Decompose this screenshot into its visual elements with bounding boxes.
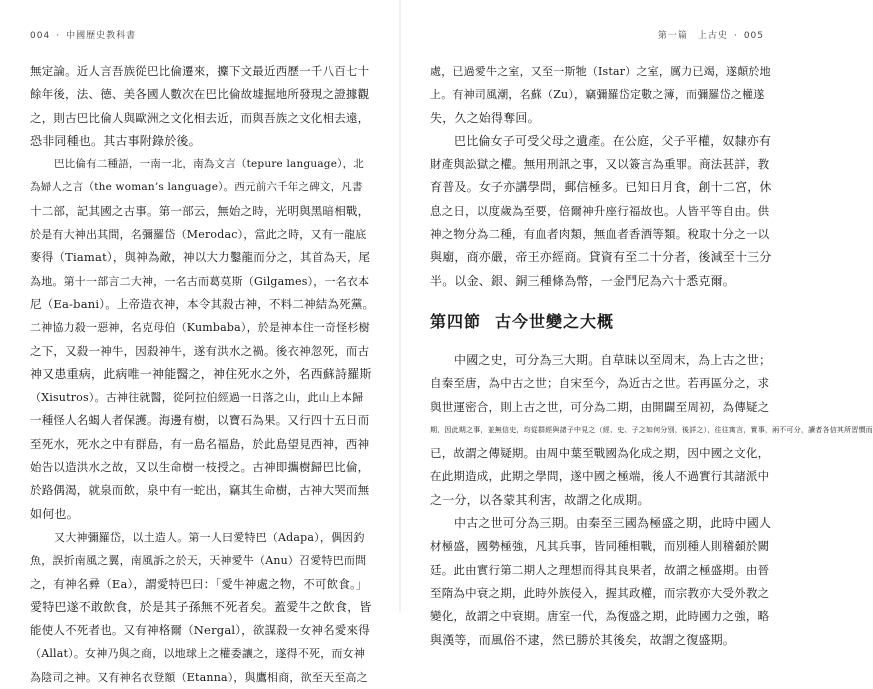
text-line: 神又患重病，此病唯一神能醫之，神住死水之外，名西蘇詩羅斯 <box>30 366 372 381</box>
text-line: 一種怪人名蝎人者保護。海邊有樹，以寶石為果。又行四十五日而 <box>30 413 370 428</box>
right-page-body <box>430 60 873 652</box>
text-line: 處，已過愛牛之室，又至一斯牠（Istar）之室，厲力已竭，遂顛於地 <box>430 65 771 78</box>
text-line: 為陰司之神。又有神名衣登額（Etanna），與鷹相商，欲至天至高之 <box>30 670 368 684</box>
text-line: 在此期造成，此期之學問，遂中國之極端，後人不過實行其諸派中 <box>430 469 770 484</box>
text-line: 之一分，以各蒙其利害，故謂之化成期。 <box>430 492 650 507</box>
header-dot: · <box>733 31 738 41</box>
header-dot: · <box>56 31 61 41</box>
text-line: 與廟，商亦嚴，帝王亦經商。貸資有至二十分者，後減至十三分 <box>430 250 772 265</box>
text-line: 半。以金、銀、銅三種條為幣，一金鬥尼為六十悉克爾。 <box>430 273 736 288</box>
right-page <box>400 0 873 647</box>
text-line: 巴比倫女子可受父母之遺產。在公庭，父子平權，奴隸亦有 <box>454 133 772 148</box>
text-line: 麥得（Tiamat），與神為敵，神以大力鑿龍而分之，其首為天，尾 <box>30 250 371 265</box>
text-line: 育普及。女子亦講學問，郵信極多。已知日月食，創十二宮，休 <box>430 180 772 195</box>
text-line: 財產與訟獄之權。無用刑訊之事，又以簽言為重罪。商法甚詳，教 <box>430 157 770 172</box>
text-line: 息之日，以度歲為至要，倍爾神升座行福故也。人皆平等自由。供 <box>430 203 770 218</box>
text-line: 為婦人之言（the woman’s language）。西元前六千年之碑文，凡書 <box>30 181 363 194</box>
chapter-title: 第一篇 上古史 <box>657 31 728 41</box>
right-text-before-section <box>430 60 775 293</box>
text-line: 之，有神名彛（Ea），謂愛特巴曰：「愛牛神處之物，不可飲食。」 <box>30 576 368 591</box>
left-page-body <box>30 60 375 689</box>
text-line: 中古之世可分為三期。由秦至三國為極盛之期，此時中國人 <box>454 516 772 531</box>
text-line: 上。有神司風潮，名蘇（Zu），竊彌羅岱定數之簿，而彌羅岱之權遂 <box>430 88 765 102</box>
book-title: 中國歷史教科書 <box>66 31 137 41</box>
text-line: 變化，故謂之中衰期。唐室一代，為復盛之期，此時國力之強，略 <box>430 609 770 624</box>
text-line: 始告以造洪水之故，又以生命樹一枝授之。古神即攜樹歸巴比倫， <box>30 460 370 475</box>
text-line: 與漢等，而風俗不逮，然已勝於其後矣，故謂之復盛期。 <box>430 632 736 647</box>
section-title: 古今世變之大概 <box>495 311 615 331</box>
right-text-after-section <box>430 349 873 652</box>
text-line: 廷。此由實行第二期人之理想而得其良果者，故謂之極盛期。由晉 <box>430 562 770 577</box>
text-line: 能使人不死者也。又有神格爾（Nergal），欲謀殺一女神名愛來得 <box>30 623 370 638</box>
text-line: 自秦至唐，為中古之世；自宋至今，為近古之世。若再區分之，求 <box>430 376 770 391</box>
text-line: 尼（Ea-bani）。上帝造衣神，本令其殺古神，不料二神結為死黨。 <box>30 296 375 311</box>
text-line: 無定論。近人言吾族從巴比倫遷來，攈下文最近西歷一千八百七十 <box>30 64 370 78</box>
text-line: 材極盛，國勢極強，凡其兵事，皆同種相戰，而別種人則稽顙於闕 <box>430 539 770 554</box>
text-line: 期，因此期之事，並無信史，均從群經與諸子中見之（經、史、子之如何分別，後詳之），往往寓言，實事，兩不可分，讀者各信其所習慣而 <box>430 425 873 434</box>
right-page-number: 005 <box>743 31 764 41</box>
text-line: 為地。第十一部言二大神，一名古而葛莫斯（Gilgames），一名衣本 <box>30 274 370 288</box>
text-line: 已，故謂之傳疑期。由周中葉至戰國為化成之期，因中國之文化， <box>430 446 770 461</box>
left-page-number: 004 <box>30 31 51 41</box>
section-number: 第四節 <box>430 311 482 331</box>
text-line: 二神協力殺一惡神，名克母伯（Kumbaba），於是神本住一奇怪杉樹 <box>30 321 370 335</box>
text-line: 魚，誤折南風之翼，南風訴之於天，天神愛牛（Anu）召愛特巴而問 <box>30 554 367 568</box>
text-line: 如何也。 <box>30 506 79 521</box>
text-line: 之，則古巴比倫人與歐洲之文化相去近，而與吾族之文化相去遠， <box>30 110 370 125</box>
text-line: 至隋為中衰之期，此時外族侵入，握其政權，而宗教亦大受外教之 <box>430 585 770 600</box>
text-line: 於是有大神出其間，名彌羅岱（Merodac），當此之時，又有一龍底 <box>30 228 367 242</box>
left-page <box>0 0 400 684</box>
text-line: 巴比倫有二種語，一南一北，南為文言（tepure language），北 <box>54 158 364 171</box>
section-heading <box>430 299 775 345</box>
text-line: 神之物分為二種，有血者肉類，無血者香酒等類。稅取十分之一以 <box>430 227 770 242</box>
text-line: 十二部，記其國之古事。第一部云，無始之時，光明與黑暗相戰， <box>30 203 370 218</box>
text-line: 與世運密合，則上古之世，可分為二期，由開闢至周初，為傳疑之 <box>430 399 770 414</box>
text-line: （Xisutros）。古神往就醫，從阿拉伯經過一日落之山，此山上本歸 <box>30 391 364 405</box>
left-running-header <box>30 28 142 41</box>
right-running-header <box>658 28 770 41</box>
text-line: 於路偶渴，就泉而飲，泉中有一蛇出，竊其生命樹，古神大哭而無 <box>30 483 370 498</box>
text-line: 失，久之始得奪回。 <box>430 110 540 125</box>
text-line: 之下，又殺一神牛，因殺神牛，遂有洪水之禍。後衣神忽死，而古 <box>30 343 370 358</box>
text-line: （Allat）。女神乃與之商，以地球上之權委讓之，遂得不死，而女神 <box>30 647 366 661</box>
text-line: 餘年後，法、德、美各國人數次在巴比倫故墟掘地所發現之證據觀 <box>30 87 370 102</box>
text-line: 恐非同種也。其古事附錄於後。 <box>30 133 201 148</box>
text-line: 中國之史，可分為三大期。自草昧以至周末，為上古之世； <box>454 352 772 367</box>
text-line: 又大神彌羅岱，以土造人。第一人曰愛特巴（Adapa），偶因釣 <box>54 530 365 544</box>
text-line: 愛特巴遂不敢飲食，於是其子孫無不死者矣。蓋愛牛之飲食，皆 <box>30 599 372 614</box>
text-line: 至死水，死水之中有群島，有一島名福島，於此島望見西神，西神 <box>30 436 370 451</box>
